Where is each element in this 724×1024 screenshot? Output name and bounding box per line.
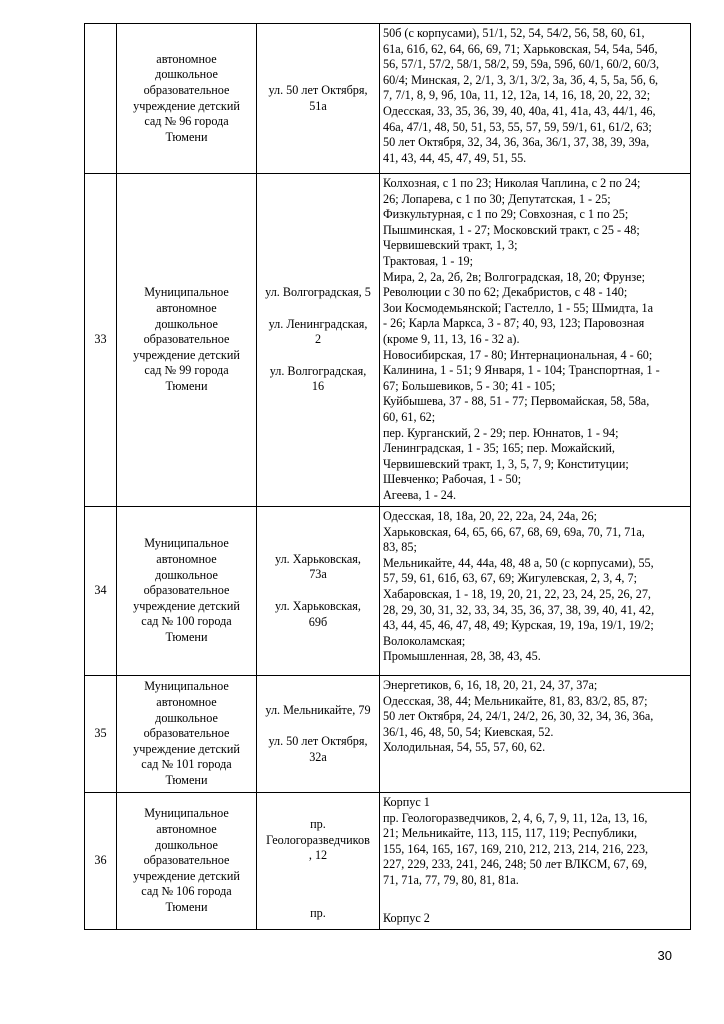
organization-name-line: сад № 99 города — [144, 363, 229, 378]
streets-line: Харьковская, 64, 65, 66, 67, 68, 69, 69а, 70, 71, 71а, — [383, 524, 645, 539]
streets-line: Куйбышева, 37 - 88, 51 - 77; Первомайская, 58, 58а, — [383, 394, 650, 409]
streets-line: 21; Мельникайте, 113, 115, 117, 119; Республики, — [383, 826, 638, 841]
streets-line: 46а, 47/1, 48, 50, 51, 53, 55, 57, 59, 59/1, 61, 61/2, 63; — [383, 119, 652, 134]
organization-name-line: сад № 106 города — [141, 884, 232, 899]
streets-line: Корпус 1 — [383, 795, 430, 809]
address-line: 69б — [308, 614, 328, 629]
streets-spacer — [383, 889, 686, 911]
organization-name-line: автономное — [156, 51, 217, 66]
organization-name-line: учреждение детский — [133, 741, 240, 756]
organization-name-line: Муниципальное — [144, 285, 229, 300]
streets-cell — [380, 676, 691, 793]
address-cell — [257, 24, 380, 174]
organization-name-line: автономное — [156, 552, 217, 567]
address-cell — [257, 676, 380, 793]
organization-name-line: Тюмени — [165, 772, 208, 787]
building-address — [259, 703, 377, 719]
address-cell — [257, 793, 380, 930]
streets-line: Мельникайте, 44, 44а, 48, 48 а, 50 (с корпусами), 55, — [383, 555, 654, 570]
streets-line: Одесская, 18, 18а, 20, 22, 22а, 24, 24а, 26; — [383, 509, 597, 523]
streets-cell — [380, 174, 691, 507]
streets-line: (кроме 9, 11, 13, 16 - 32 а). — [383, 331, 520, 346]
address-line: ул. 50 лет Октября, — [268, 734, 368, 749]
row-number: 36 — [94, 853, 107, 868]
address-cell — [257, 507, 380, 676]
streets-line: 36/1, 46, 48, 50, 54; Киевская, 52. — [383, 724, 554, 739]
row-number: 34 — [94, 583, 107, 598]
row-number-cell — [85, 174, 117, 507]
streets-line: 56, 57/1, 57/2, 58/1, 58/2, 59, 59а, 59б, 60/1, 60/2, 60/3, — [383, 57, 660, 72]
streets-line: 60, 61, 62; — [383, 409, 436, 424]
streets-line: Новосибирская, 17 - 80; Интернациональная, 4 - 60; — [383, 347, 653, 362]
streets-line: 60/4; Минская, 2, 2/1, 3, 3/1, 3/2, 3а, 3б, 4, 5, 5а, 5б, 6, — [383, 72, 659, 87]
address-line: ул. Харьковская, — [275, 551, 361, 566]
streets-line: Трактовая, 1 - 19; — [383, 253, 474, 268]
address-line: ул. Волгоградская, 5 — [265, 285, 371, 300]
streets-line: Червишевский тракт, 1, 3; — [383, 238, 518, 253]
streets-line: Шевченко; Рабочая, 1 - 50; — [383, 472, 522, 487]
address-line: ул. 50 лет Октября, — [268, 82, 368, 97]
organization-name-line: дошкольное — [155, 567, 218, 582]
organization-name-line: Муниципальное — [144, 806, 229, 821]
organization-name-line: Тюмени — [165, 899, 208, 914]
organization-name-line: образовательное — [143, 853, 230, 868]
address-line: 32а — [309, 749, 327, 764]
organization-name-line: сад № 101 города — [141, 757, 232, 772]
building-address — [259, 599, 377, 630]
organization-name-line: сад № 96 города — [144, 114, 229, 129]
building-address — [259, 83, 377, 114]
organization-name-line: Тюмени — [165, 129, 208, 144]
table-body — [85, 24, 691, 930]
row-number: 33 — [94, 332, 107, 347]
streets-line: 7, 7/1, 8, 9, 9б, 10а, 11, 12, 12а, 14, 16, 18, 20, 22, 32; — [383, 88, 651, 103]
streets-line: 43, 44, 45, 46, 47, 48, 49; Курская, 19, 19а, 19/1, 19/2; — [383, 618, 654, 633]
streets-line: 41, 43, 44, 45, 47, 49, 51, 55. — [383, 150, 527, 165]
table-row — [85, 676, 691, 793]
row-number-cell — [85, 793, 117, 930]
organization-name-line: дошкольное — [155, 67, 218, 82]
allocation-table — [84, 23, 691, 930]
streets-line: Мира, 2, 2а, 2б, 2в; Волгоградская, 18, 20; Фрунзе; — [383, 269, 645, 284]
organization-name-line: учреждение детский — [133, 868, 240, 883]
building-address — [259, 317, 377, 348]
table-row — [85, 793, 691, 930]
streets-line: 28, 29, 30, 31, 32, 33, 34, 35, 36, 37, 38, 39, 40, 41, 42, — [383, 602, 655, 617]
address-line: ул. Харьковская, — [275, 599, 361, 613]
streets-line: - 26; Карла Маркса, 3 - 87; 40, 93, 123; Паровозная — [383, 316, 645, 331]
streets-line: Ленинградская, 1 - 35; 165; пер. Можайский, — [383, 441, 615, 456]
organization-name-line: образовательное — [143, 583, 230, 598]
streets-line: 57, 59, 61, 61б, 63, 67, 69; Жигулевская, 2, 3, 4, 7; — [383, 571, 637, 586]
streets-line: Революции с 30 по 62; Декабристов, с 48 - 140; — [383, 285, 628, 300]
address-line: 73а — [309, 567, 327, 582]
organization-name-line: учреждение детский — [133, 598, 240, 613]
address-line: 51а — [309, 98, 327, 113]
streets-line: пр. Геологоразведчиков, 2, 4, 6, 7, 9, 11, 12а, 13, 16, — [383, 810, 648, 825]
streets-line: Пышминская, 1 - 27; Московский тракт, с 25 - 48; — [383, 222, 640, 237]
streets-line: Агеева, 1 - 24. — [383, 487, 457, 502]
streets-cell — [380, 507, 691, 676]
streets-line: Одесская, 38, 44; Мельникайте, 81, 83, 83/2, 85, 87; — [383, 693, 648, 708]
streets-line: 50 лет Октября, 24, 24/1, 24/2, 26, 30, 32, 34, 36, 36а, — [383, 709, 654, 724]
row-number-cell — [85, 507, 117, 676]
streets-line: Калинина, 1 - 51; 9 Января, 1 - 104; Транспортная, 1 - — [383, 363, 660, 378]
streets-line: Волоколамская; — [383, 633, 466, 648]
address-line: , 12 — [308, 848, 328, 863]
streets-line: Хабаровская, 1 - 18, 19, 20, 21, 22, 23, 24, 25, 26, 27, — [383, 586, 651, 601]
streets-line: Корпус 2 — [383, 910, 430, 925]
streets-line: 67; Большевиков, 5 - 30; 41 - 105; — [383, 378, 556, 393]
table-row — [85, 507, 691, 676]
building-address — [259, 906, 377, 922]
table-row — [85, 24, 691, 174]
organization-name-line: Тюмени — [165, 378, 208, 393]
streets-line: 71, 71а, 77, 79, 80, 81, 81а. — [383, 872, 519, 887]
streets-line: Физкультурная, с 1 по 29; Совхозная, с 1 по 25; — [383, 207, 629, 222]
streets-line: 50 лет Октября, 32, 34, 36, 36а, 36/1, 37, 38, 39, 39а, — [383, 135, 650, 150]
building-address — [259, 364, 377, 395]
streets-line: 83, 85; — [383, 540, 417, 555]
row-number: 35 — [94, 726, 107, 741]
organization-name-line: автономное — [156, 301, 217, 316]
organization-name-line: сад № 100 города — [141, 614, 232, 629]
organization-name-line: Муниципальное — [144, 536, 229, 551]
building-address — [259, 552, 377, 583]
streets-line: Зои Космодемьянской; Гастелло, 1 - 55; Шмидта, 1а — [383, 300, 654, 315]
building-address — [259, 817, 377, 864]
address-line: 2 — [314, 332, 322, 347]
streets-line: Энергетиков, 6, 16, 18, 20, 21, 24, 37, 37а; — [383, 678, 598, 692]
organization-name-line: Муниципальное — [144, 679, 229, 694]
address-line: ул. Мельникайте, 79 — [265, 702, 371, 717]
organization-name-line: дошкольное — [155, 710, 218, 725]
organization-name-line: автономное — [156, 822, 217, 837]
streets-line: 26; Лопарева, с 1 по 30; Депутатская, 1 - 25; — [383, 191, 611, 206]
organization-cell — [117, 24, 257, 174]
streets-line: Промышленная, 28, 38, 43, 45. — [383, 649, 541, 664]
row-number-cell — [85, 676, 117, 793]
organization-cell — [117, 507, 257, 676]
page-number: 30 — [657, 948, 672, 963]
organization-name-line: дошкольное — [155, 316, 218, 331]
streets-line: Холодильная, 54, 55, 57, 60, 62. — [383, 740, 546, 755]
address-line: Геологоразведчиков — [266, 832, 370, 847]
address-line: ул. Волгоградская, — [269, 363, 367, 378]
address-line: 16 — [311, 379, 325, 394]
streets-line: 227, 229, 233, 241, 246, 248; 50 лет ВЛКСМ, 67, 69, — [383, 857, 648, 872]
streets-line: 50б (с корпусами), 51/1, 52, 54, 54/2, 56, 58, 60, 61, — [383, 26, 645, 40]
streets-line: Колхозная, с 1 по 23; Николая Чаплина, с 2 по 24; — [383, 176, 641, 190]
building-address — [259, 285, 377, 301]
organization-name-line: учреждение детский — [133, 347, 240, 362]
row-number-cell — [85, 24, 117, 174]
address-line: пр. — [310, 817, 326, 831]
organization-cell — [117, 793, 257, 930]
building-address — [259, 734, 377, 765]
organization-name-line: образовательное — [143, 726, 230, 741]
organization-cell — [117, 676, 257, 793]
organization-cell — [117, 174, 257, 507]
organization-name-line: образовательное — [143, 82, 230, 97]
streets-cell — [380, 793, 691, 930]
organization-name-line: автономное — [156, 695, 217, 710]
streets-line: пер. Курганский, 2 - 29; пер. Юннатов, 1 - 94; — [383, 425, 619, 440]
organization-name-line: Тюмени — [165, 629, 208, 644]
table-row — [85, 174, 691, 507]
organization-name-line: образовательное — [143, 332, 230, 347]
streets-line: Одесская, 33, 35, 36, 39, 40, 40а, 41, 41а, 43, 44/1, 46, — [383, 103, 656, 118]
address-cell — [257, 174, 380, 507]
streets-line: Червишевский тракт, 1, 3, 5, 7, 9; Конституции; — [383, 456, 629, 471]
streets-cell — [380, 24, 691, 174]
address-line: пр. — [310, 905, 326, 920]
streets-line: 61а, 61б, 62, 64, 66, 69, 71; Харьковская, 54, 54а, 54б, — [383, 41, 658, 56]
organization-name-line: учреждение детский — [133, 98, 240, 113]
address-line: ул. Ленинградская, — [268, 316, 368, 331]
organization-name-line: дошкольное — [155, 837, 218, 852]
streets-line: 155, 164, 165, 167, 169, 210, 212, 213, 214, 216, 223, — [383, 841, 649, 856]
